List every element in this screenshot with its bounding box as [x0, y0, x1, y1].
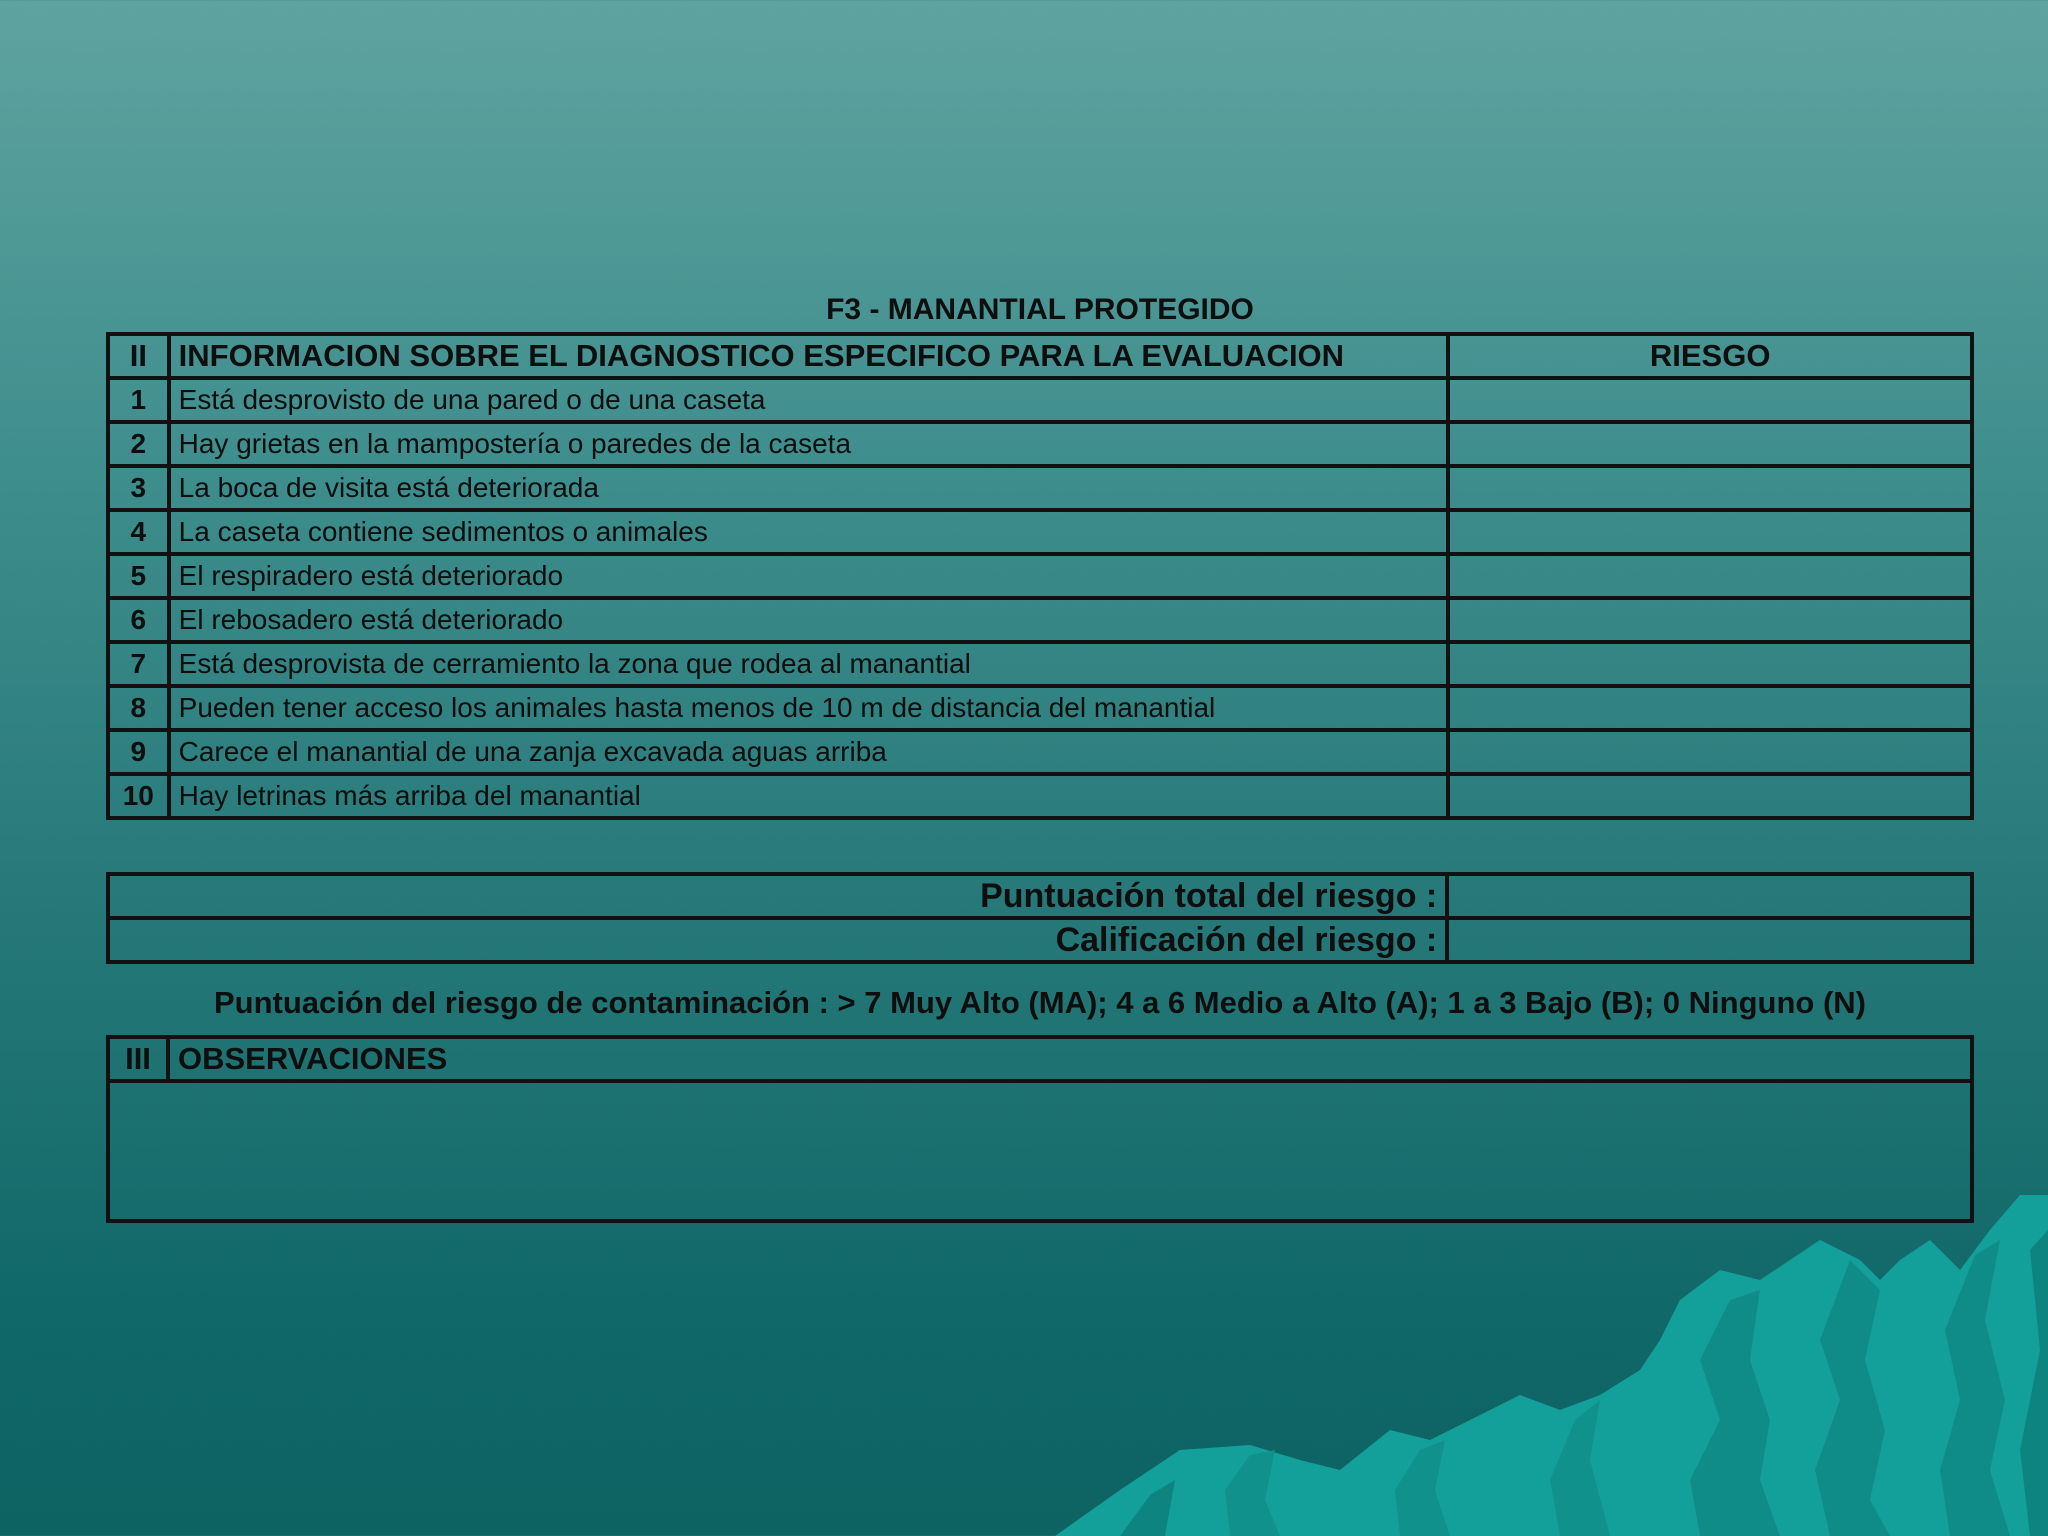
table-row: [108, 642, 1972, 686]
table-row: [108, 774, 1972, 818]
total-score-label: Puntuación total del riesgo :: [108, 874, 1447, 918]
row-description: Carece el manantial de una zanja excavada aguas arriba: [169, 730, 1449, 774]
row-number: 6: [108, 598, 169, 642]
total-score-row: [108, 874, 1972, 918]
risk-cell[interactable]: [1448, 378, 1972, 422]
row-number: 5: [108, 554, 169, 598]
table-row: [108, 378, 1972, 422]
row-number: 4: [108, 510, 169, 554]
risk-scale-note: Puntuación del riesgo de contaminación : > 7 Muy Alto (MA); 4 a 6 Medio a Alto (A); 1 a 3 Bajo (B); 0 Ninguno (N): [214, 985, 1866, 1020]
table-row: [108, 554, 1972, 598]
row-number: 7: [108, 642, 169, 686]
risk-rating-label: Calificación del riesgo :: [108, 918, 1447, 962]
section-number: II: [108, 334, 169, 378]
page-title: F3 - MANANTIAL PROTEGIDO: [826, 293, 1254, 326]
risk-cell[interactable]: [1448, 554, 1972, 598]
row-number: 10: [108, 774, 169, 818]
row-description: La boca de visita está deteriorada: [169, 466, 1449, 510]
table-row: [108, 466, 1972, 510]
row-description: Hay letrinas más arriba del manantial: [169, 774, 1449, 818]
risk-rating-row: [108, 918, 1972, 962]
table-row: [108, 510, 1972, 554]
observations-table: [106, 1035, 1974, 1223]
section-header: INFORMACION SOBRE EL DIAGNOSTICO ESPECIFICO PARA LA EVALUACION: [169, 334, 1449, 378]
observations-header: OBSERVACIONES: [168, 1037, 1972, 1081]
diagnostic-table: [106, 332, 1974, 820]
section-number: III: [108, 1037, 168, 1081]
score-table: [106, 872, 1974, 964]
risk-cell[interactable]: [1448, 466, 1972, 510]
observations-body-row: [108, 1081, 1972, 1221]
risk-cell[interactable]: [1448, 510, 1972, 554]
row-description: Está desprovisto de una pared o de una caseta: [169, 378, 1449, 422]
row-description: La caseta contiene sedimentos o animales: [169, 510, 1449, 554]
risk-cell[interactable]: [1448, 598, 1972, 642]
total-score-cell[interactable]: [1447, 874, 1972, 918]
row-description: El respiradero está deteriorado: [169, 554, 1449, 598]
row-description: Está desprovista de cerramiento la zona que rodea al manantial: [169, 642, 1449, 686]
row-description: El rebosadero está deteriorado: [169, 598, 1449, 642]
risk-cell[interactable]: [1448, 686, 1972, 730]
row-description: Hay grietas en la mampostería o paredes de la caseta: [169, 422, 1449, 466]
risk-rating-cell[interactable]: [1447, 918, 1972, 962]
table-row: [108, 730, 1972, 774]
observations-header-row: [108, 1037, 1972, 1081]
risk-cell[interactable]: [1448, 642, 1972, 686]
risk-column-header: RIESGO: [1448, 334, 1972, 378]
table-row: [108, 422, 1972, 466]
risk-cell[interactable]: [1448, 422, 1972, 466]
observations-field[interactable]: [108, 1081, 1972, 1221]
table-row: [108, 686, 1972, 730]
risk-cell[interactable]: [1448, 730, 1972, 774]
risk-cell[interactable]: [1448, 774, 1972, 818]
row-number: 2: [108, 422, 169, 466]
row-number: 1: [108, 378, 169, 422]
row-number: 8: [108, 686, 169, 730]
row-description: Pueden tener acceso los animales hasta menos de 10 m de distancia del manantial: [169, 686, 1449, 730]
table-header-row: [108, 334, 1972, 378]
row-number: 3: [108, 466, 169, 510]
row-number: 9: [108, 730, 169, 774]
table-row: [108, 598, 1972, 642]
